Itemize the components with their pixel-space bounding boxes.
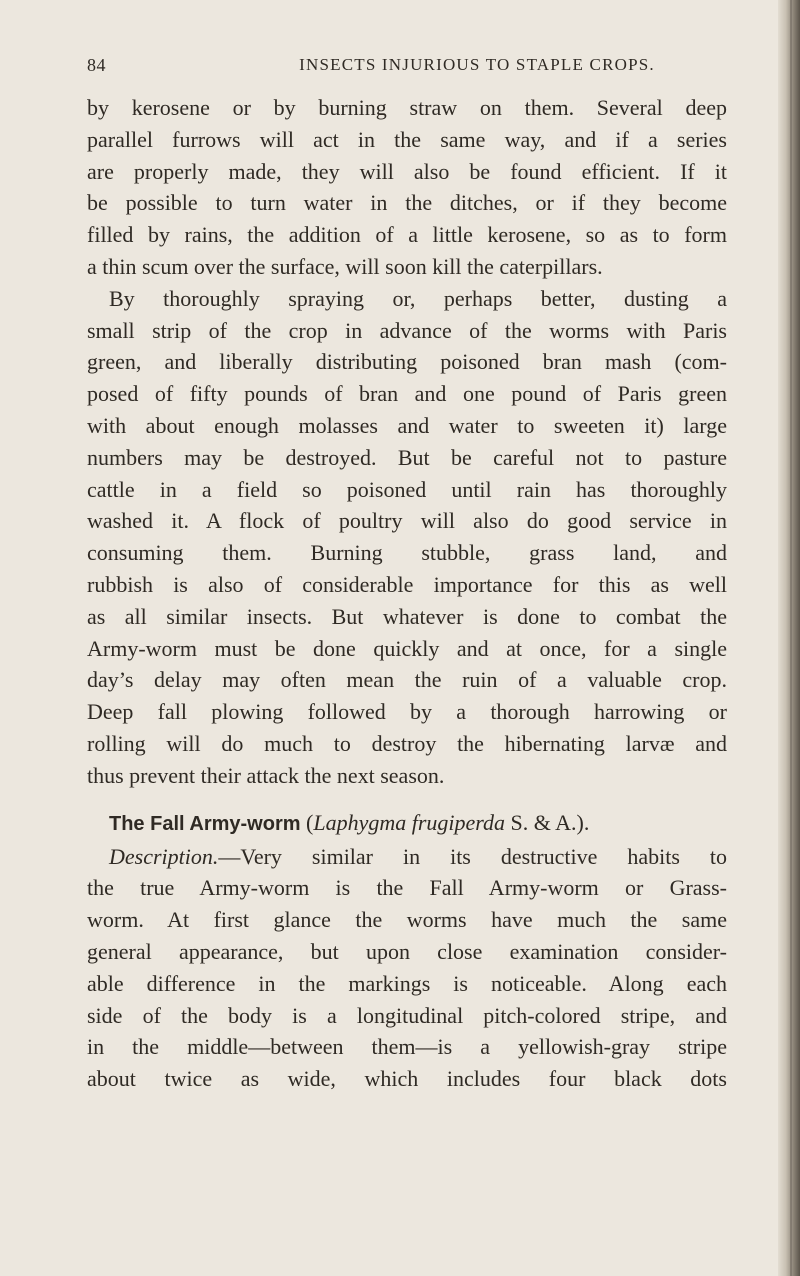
description-dash: — [218,843,241,869]
page-body [87,92,727,1095]
body-line: be possible to turn water in the ditches, or if they become [87,190,727,216]
body-line: washed it. A flock of poultry will also do good service in [87,508,727,534]
description-label: Description. [109,843,219,869]
section-authority: S. & A.). [505,809,590,835]
body-line: green, and liberally distributing poisoned bran mash (com- [87,349,727,375]
body-line: are properly made, they will also be found efficient. If it [87,158,727,184]
page-number: 84 [87,55,106,75]
description-line: side of the body is a longitudinal pitch-colored stripe, and [87,1002,727,1028]
description-line: general appearance, but upon close examination consider- [87,938,727,964]
body-line: parallel furrows will act in the same way, and if a series [87,126,727,152]
page-edge-shadow [778,0,800,1276]
body-line: by kerosene or by burning straw on them. Several deep [87,95,727,120]
description-first-line [87,841,727,873]
description-line: the true Army-worm is the Fall Army-worm or Grass- [87,875,727,901]
description-first-text: Very similar in its destructive habits to [240,843,727,869]
body-line: rolling will do much to destroy the hibernating larvæ and [87,730,727,756]
body-line: small strip of the crop in advance of the worms with Paris [87,317,727,343]
description-line: about twice as wide, which includes four black dots [87,1066,727,1092]
section-heading [109,806,727,841]
section-species: Laphygma frugiperda [313,809,506,835]
body-line: a thin scum over the surface, will soon kill the caterpillars. [87,253,603,279]
page-header [87,55,727,79]
body-line: By thoroughly spraying or, perhaps better, dusting a [109,285,727,311]
description-line: in the middle—between them—is a yellowish-gray stripe [87,1034,727,1060]
body-line: Army-worm must be done quickly and at once, for a single [87,635,727,661]
body-line: as all similar insects. But whatever is done to combat the [87,603,727,629]
section-title: The Fall Army-worm [109,812,301,835]
body-line: rubbish is also of considerable importance for this as well [87,571,727,597]
body-line: cattle in a field so poisoned until rain has thoroughly [87,476,727,502]
body-line: posed of fifty pounds of bran and one pound of Paris green [87,381,727,407]
section-spacer [87,792,727,806]
body-line: with about enough molasses and water to sweeten it) large [87,412,727,438]
running-head: INSECTS INJURIOUS TO STAPLE CROPS. [299,55,655,74]
body-line: consuming them. Burning stubble, grass land, and [87,540,727,566]
body-line: day’s delay may often mean the ruin of a valuable crop. [87,667,727,693]
section-open-paren: ( [300,809,314,835]
description-line: worm. At first glance the worms have much the same [87,907,727,933]
body-line: filled by rains, the addition of a little kerosene, so as to form [87,222,727,248]
page-gutter-line [790,0,792,1276]
description-line: able difference in the markings is noticeable. Along each [87,970,727,996]
body-line: Deep fall plowing followed by a thorough harrowing or [87,699,727,725]
body-line: numbers may be destroyed. But be careful not to pasture [87,444,727,470]
body-line: thus prevent their attack the next season. [87,762,445,788]
